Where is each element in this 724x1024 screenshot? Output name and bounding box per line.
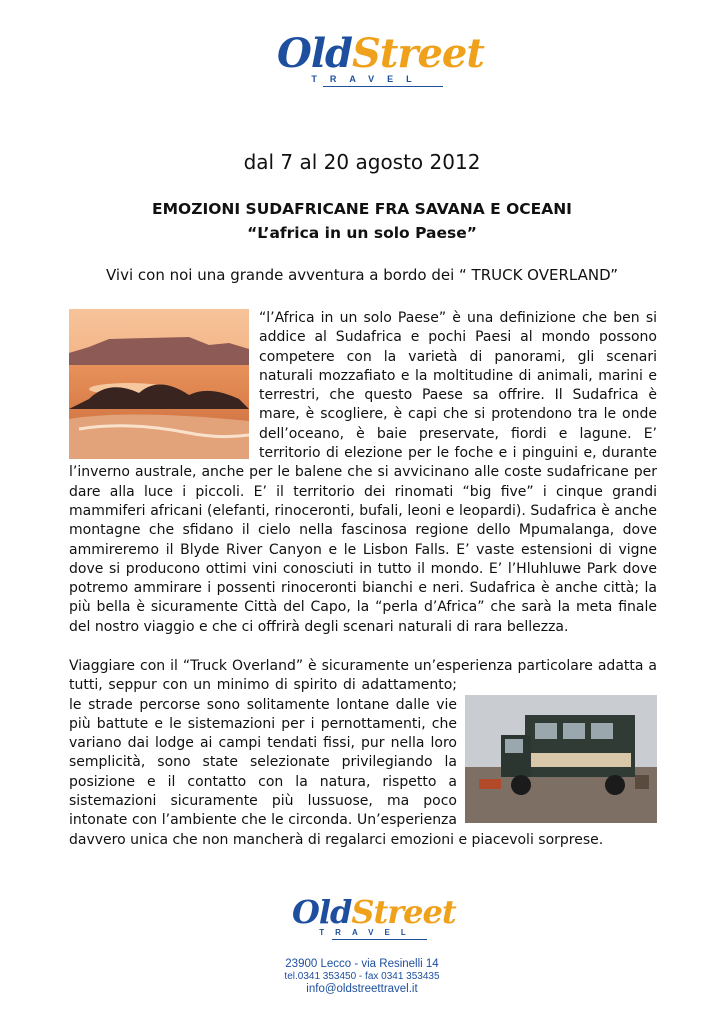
logo-footer bbox=[292, 893, 456, 940]
headline: EMOZIONI SUDAFRICANE FRA SAVANA E OCEANI bbox=[152, 200, 572, 218]
photo-overland-truck bbox=[465, 695, 657, 823]
logo-subtitle: TRAVEL bbox=[319, 928, 417, 937]
trip-dates: dal 7 al 20 agosto 2012 bbox=[243, 150, 481, 174]
footer-email[interactable]: info@oldstreettravel.it bbox=[306, 983, 418, 995]
contact-footer bbox=[0, 958, 724, 996]
footer-phone: tel.0341 353450 - fax 0341 353435 bbox=[284, 971, 440, 982]
footer-address: 23900 Lecco - via Resinelli 14 bbox=[285, 958, 439, 970]
logo-header bbox=[277, 30, 484, 87]
logo-wordmark: OldStreet bbox=[292, 893, 456, 931]
intro-line: Vivi con noi una grande avventura a bordo dei “ TRUCK OVERLAND” bbox=[105, 266, 618, 284]
logo-underline bbox=[323, 86, 443, 87]
sunset-beach-image bbox=[69, 309, 249, 459]
subheadline: “L’africa in un solo Paese” bbox=[247, 224, 477, 242]
paragraph-south-africa: “l’Africa in un solo Paese” è una definizione che ben si addice al Sudafrica e pochi Paesi al mondo possono competere con la varietà di panorami, gli scenari naturali mozzafiato e la moltitudine di animali, marini e terrestri, che questo Paese sa offrire. Il Sudafrica è mare, è scogliere, è capi che si protendono tra le onde dell’oceano, è baie preservate, fiordi e lagune. E’ territorio di elezione per le foche e i pinguini e, durante l’inverno australe, anche per le balene che si avvicinano alle coste sudafricane per dare alla luce i piccoli. E’ il territorio dei rinomati “big five” i cinque grandi mammiferi africani (elefanti, rinoceronti, bufali, leoni e leopardi). Sudafrica è anche montagne che sfidano il cielo nella fascinosa regione dello Mpumalanga, dove ammireremo il Blyde River Canyon e le Lisbon Falls. E’ vaste estensioni di vigne dove si producono ottimi vini conosciuti in tutto il mondo. E’ l’Hluhluwe Park dove potremo ammirare i possenti rinoceronti bianchi e neri. Sudafrica è anche città; la più bella è sicuramente Città del Capo, la “perla d’Africa” che sarà la meta finale del nostro viaggio e che ci offrirà degli scenari naturali di rara bellezza. bbox=[69, 310, 657, 635]
logo-wordmark: OldStreet bbox=[277, 30, 484, 77]
logo-underline bbox=[332, 939, 427, 940]
paragraph-truck-overland: Viaggiare con il “Truck Overland” è sicuramente un’esperienza particolare adatta a tutti, seppur con un minimo di spirito di adattamento; le strade percorse sono solitamente lontane dalle vie più battute e le sistemazioni per i pernottamenti, che variano dai lodge ai campi tendati fissi, pur nella loro semplicità, sono state selezionate privilegiando la posizione e il contatto con la natura, rispetto a sistemazioni sicuramente più lussuose, ma poco intonate con l’ambiente che le circonda. Un’esperienza davvero unica che non mancherà di regalarci emozioni e piacevoli sorprese. bbox=[69, 658, 657, 848]
truck-camp-image bbox=[465, 695, 657, 823]
logo-subtitle: TRAVEL bbox=[311, 74, 425, 84]
photo-table-mountain-sunset bbox=[69, 309, 249, 459]
